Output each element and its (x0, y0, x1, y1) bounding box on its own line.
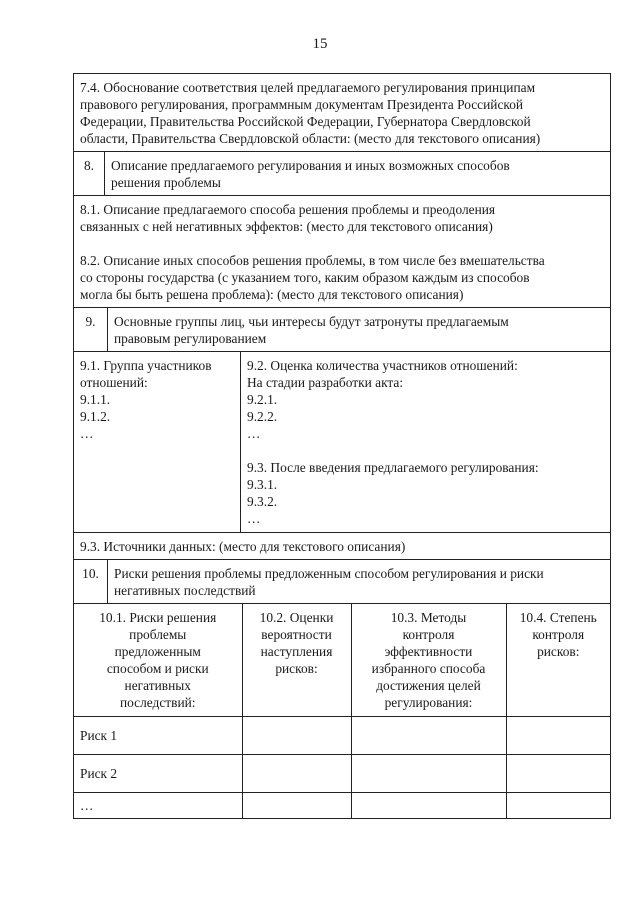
section-10-number: 10. (74, 560, 108, 603)
header-line: 10.1. Риски решения (99, 610, 217, 625)
header-line: вероятности (261, 627, 332, 642)
after-line: 9.3. После введения предлагаемого регулирования: (247, 460, 539, 475)
after-line: 9.3.2. (247, 494, 278, 509)
section-8-title (105, 152, 610, 195)
data-sources (74, 533, 610, 560)
count-line: 9.2. Оценка количества участников отношений: (247, 358, 518, 373)
page-number: 15 (312, 36, 328, 52)
header-line: 10.4. Степень (519, 610, 597, 625)
table-row (74, 793, 610, 819)
section-8-body (74, 196, 610, 308)
risk-label: Риск 1 (74, 717, 242, 755)
s10-line: негативных последствий (114, 583, 256, 598)
section-9-header (74, 308, 610, 352)
section-8-header (74, 152, 610, 196)
header-line: эффективности (384, 644, 473, 659)
risk-cell (506, 793, 610, 819)
table-row (74, 717, 610, 755)
section-8-number: 8. (74, 152, 105, 195)
after-line: 9.3.1. (247, 477, 278, 492)
s7-4-line: Федерации, Правительства Российской Федерации, Губернатора Свердловской (80, 114, 531, 129)
s7-4-line: 7.4. Обоснование соответствия целей предлагаемого регулирования принципам (80, 80, 536, 95)
s7-4-line: области, Правительства Свердловской области: (место для текстового описания) (80, 131, 541, 146)
section-7-4 (74, 74, 610, 152)
header-line: наступления (260, 644, 333, 659)
risk-cell (242, 717, 351, 755)
section-10-header (74, 560, 610, 604)
risk-table-wrap (74, 604, 610, 818)
s8-1-line: связанных с ней негативных эффектов: (место для текстового описания) (80, 219, 493, 234)
s7-4-line: правового регулирования, программным документам Президента Российской (80, 97, 524, 112)
risk-header-10-1 (74, 604, 242, 717)
s8-1-line: 8.1. Описание предлагаемого способа решения проблемы и преодоления (80, 202, 496, 217)
risk-cell (351, 717, 506, 755)
risk-cell (242, 755, 351, 793)
s8-line: Описание предлагаемого регулирования и иных возможных способов (111, 158, 510, 173)
data-sources-text: 9.3. Источники данных: (место для текстового описания) (80, 539, 406, 554)
header-line: рисков: (537, 644, 580, 659)
s9-line: Основные группы лиц, чьи интересы будут затронуты предлагаемым (114, 314, 509, 329)
header-line: 10.3. Методы (390, 610, 467, 625)
header-line: способом и риски (106, 661, 209, 676)
risk-cell (351, 793, 506, 819)
section-9-number: 9. (74, 308, 108, 351)
risk-cell (506, 755, 610, 793)
risk-cell (351, 755, 506, 793)
s8-2-line: 8.2. Описание иных способов решения проблемы, в том числе без вмешательства (80, 253, 545, 268)
header-line: избранного способа (371, 661, 486, 676)
groups-line: 9.1. Группа участников (80, 358, 212, 373)
risk-header-10-2 (242, 604, 351, 717)
section-9-title (108, 308, 610, 351)
header-line: проблемы (129, 627, 187, 642)
groups-line: отношений: (80, 375, 148, 390)
groups-line: 9.1.2. (80, 409, 111, 424)
header-line: негативных (124, 678, 191, 693)
count-line: 9.2.2. (247, 409, 278, 424)
assessment-form (73, 73, 611, 819)
table-row (74, 755, 610, 793)
risk-cell (242, 793, 351, 819)
risk-table-header (74, 604, 610, 717)
participant-groups-cell (74, 352, 241, 532)
s9-line: правовым регулированием (114, 331, 267, 346)
groups-line: … (80, 426, 94, 441)
participant-count-cell (241, 352, 610, 532)
section-9-table (74, 352, 610, 533)
risk-label: … (74, 793, 242, 819)
after-line: … (247, 511, 261, 526)
header-line: регулирования: (384, 695, 473, 710)
header-line: контроля (532, 627, 585, 642)
header-line: контроля (402, 627, 455, 642)
header-line: последствий: (119, 695, 196, 710)
s8-2-line: могла бы быть решена проблема): (место для текстового описания) (80, 287, 464, 302)
s8-2-line: со стороны государства (с указанием того, каким образом каждым из способов (80, 270, 530, 285)
risk-header-10-3 (351, 604, 506, 717)
count-line: На стадии разработки акта: (247, 375, 404, 390)
risk-cell (506, 717, 610, 755)
count-line: 9.2.1. (247, 392, 278, 407)
header-line: 10.2. Оценки (259, 610, 334, 625)
risk-label: Риск 2 (74, 755, 242, 793)
header-line: предложенным (114, 644, 201, 659)
s8-line: решения проблемы (111, 175, 221, 190)
section-10-title (108, 560, 610, 603)
s10-line: Риски решения проблемы предложенным способом регулирования и риски (114, 566, 544, 581)
count-line: … (247, 426, 261, 441)
header-line: рисков: (275, 661, 318, 676)
risk-header-10-4 (506, 604, 610, 717)
risk-table (74, 604, 610, 818)
header-line: достижения целей (376, 678, 481, 693)
groups-line: 9.1.1. (80, 392, 111, 407)
